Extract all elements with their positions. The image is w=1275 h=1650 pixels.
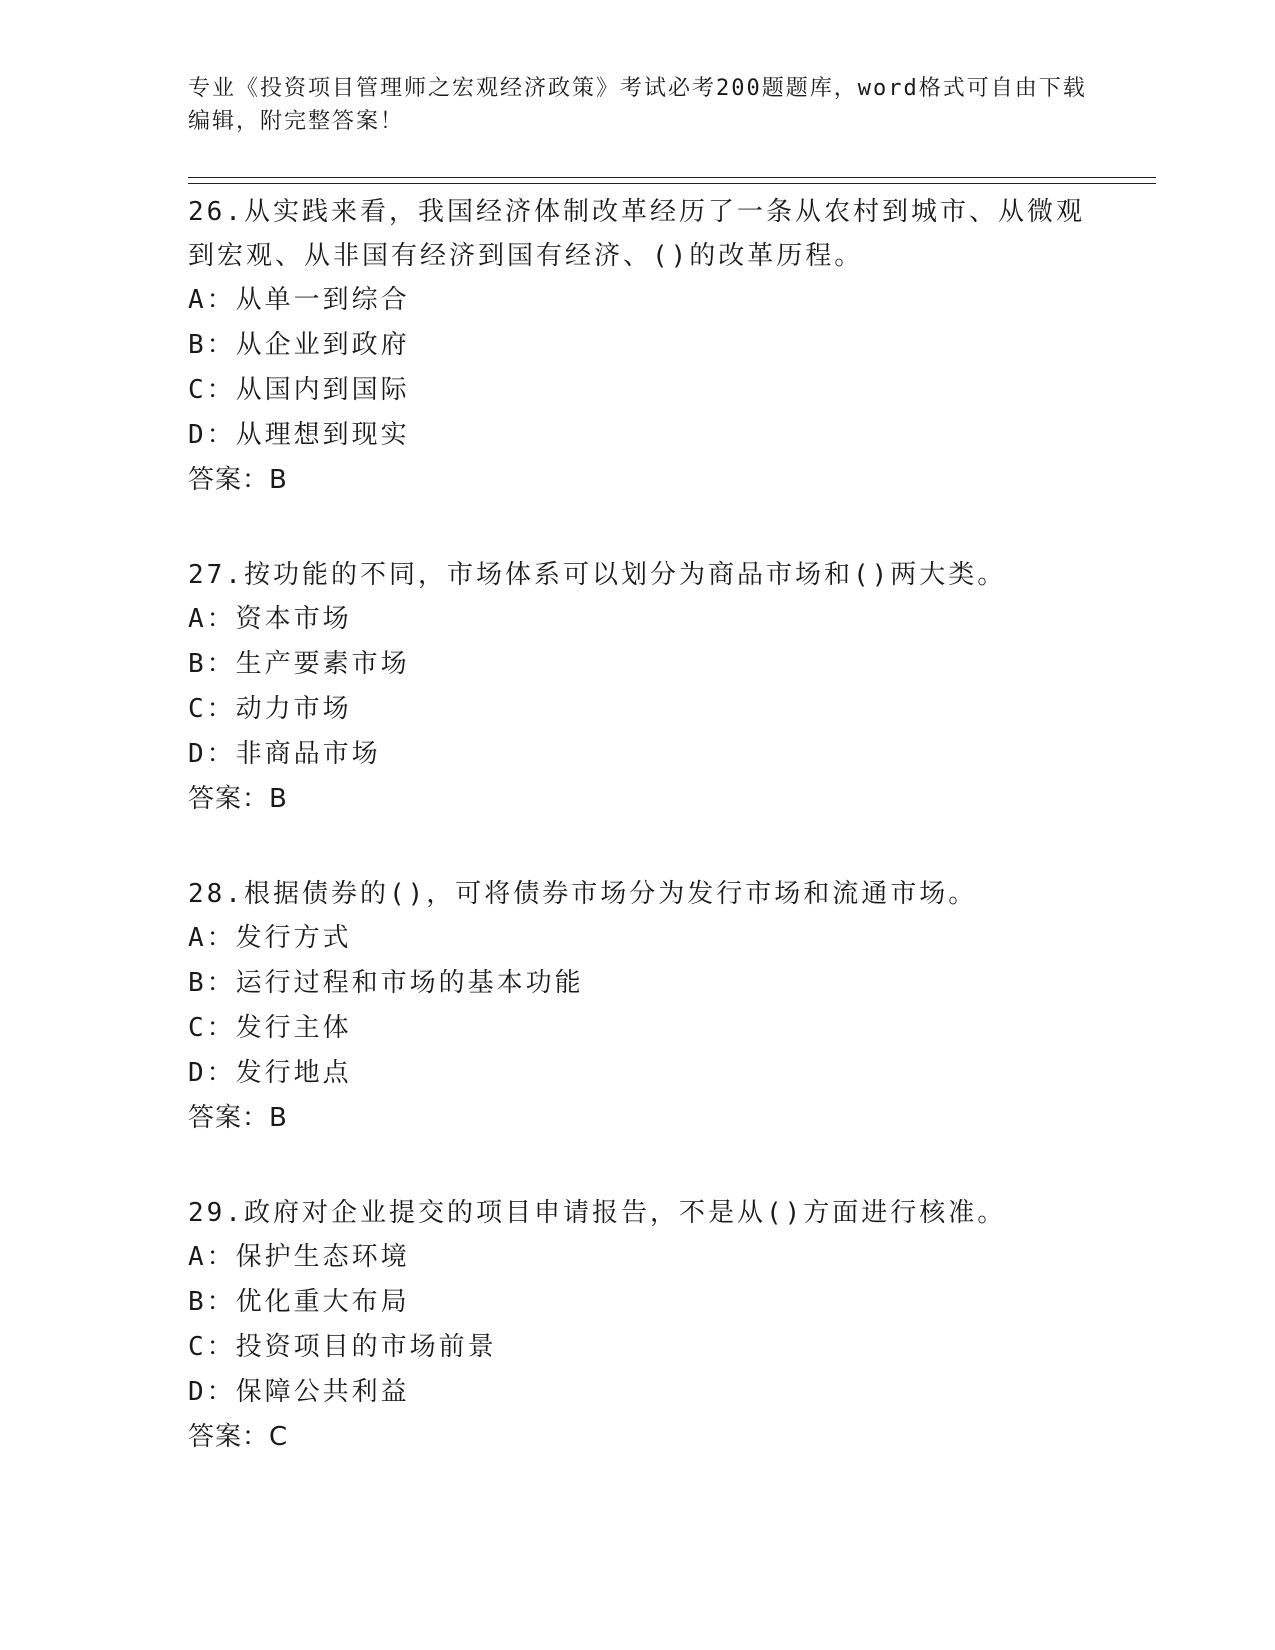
option-d: D：发行地点 [188,1058,352,1088]
option-c: C：发行主体 [188,1013,352,1043]
option-d: D：非商品市场 [188,739,381,769]
question-block [188,190,1088,503]
answer-line: 答案：B [188,465,288,495]
option-d: D：保障公共利益 [188,1377,410,1407]
answer-line: 答案：B [188,784,288,814]
option-c: C：从国内到国际 [188,375,410,405]
option-a: A：从单一到综合 [188,285,410,315]
option-a: A：发行方式 [188,923,352,953]
question-text: 26.从实践来看，我国经济体制改革经历了一条从农村到城市、从微观到宏观、从非国有经济到国有经济、()的改革历程。 [188,197,1085,271]
option-b: B：优化重大布局 [188,1287,410,1317]
answer-line: 答案：B [188,1103,288,1133]
option-c: C：动力市场 [188,694,352,724]
option-b: B：生产要素市场 [188,649,410,679]
option-d: D：从理想到现实 [188,420,410,450]
question-text: 28.根据债券的()，可将债券市场分为发行市场和流通市场。 [188,879,978,909]
option-a: A：保护生态环境 [188,1242,410,1272]
question-text: 27.按功能的不同，市场体系可以划分为商品市场和()两大类。 [188,560,1007,590]
option-c: C：投资项目的市场前景 [188,1332,497,1362]
option-b: B：从企业到政府 [188,330,410,360]
option-a: A：资本市场 [188,604,352,634]
header-divider-top [188,177,1156,178]
question-text: 29.政府对企业提交的项目申请报告，不是从()方面进行核准。 [188,1198,1007,1228]
question-block [188,553,1088,822]
question-block [188,1191,1088,1460]
document-header: 专业《投资项目管理师之宏观经济政策》考试必考200题题库，word格式可自由下载编辑，附完整答案！ [188,76,1087,134]
header-divider-bottom [188,183,1156,184]
question-block [188,872,1088,1141]
option-b: B：运行过程和市场的基本功能 [188,968,584,998]
answer-line: 答案：C [188,1422,289,1452]
